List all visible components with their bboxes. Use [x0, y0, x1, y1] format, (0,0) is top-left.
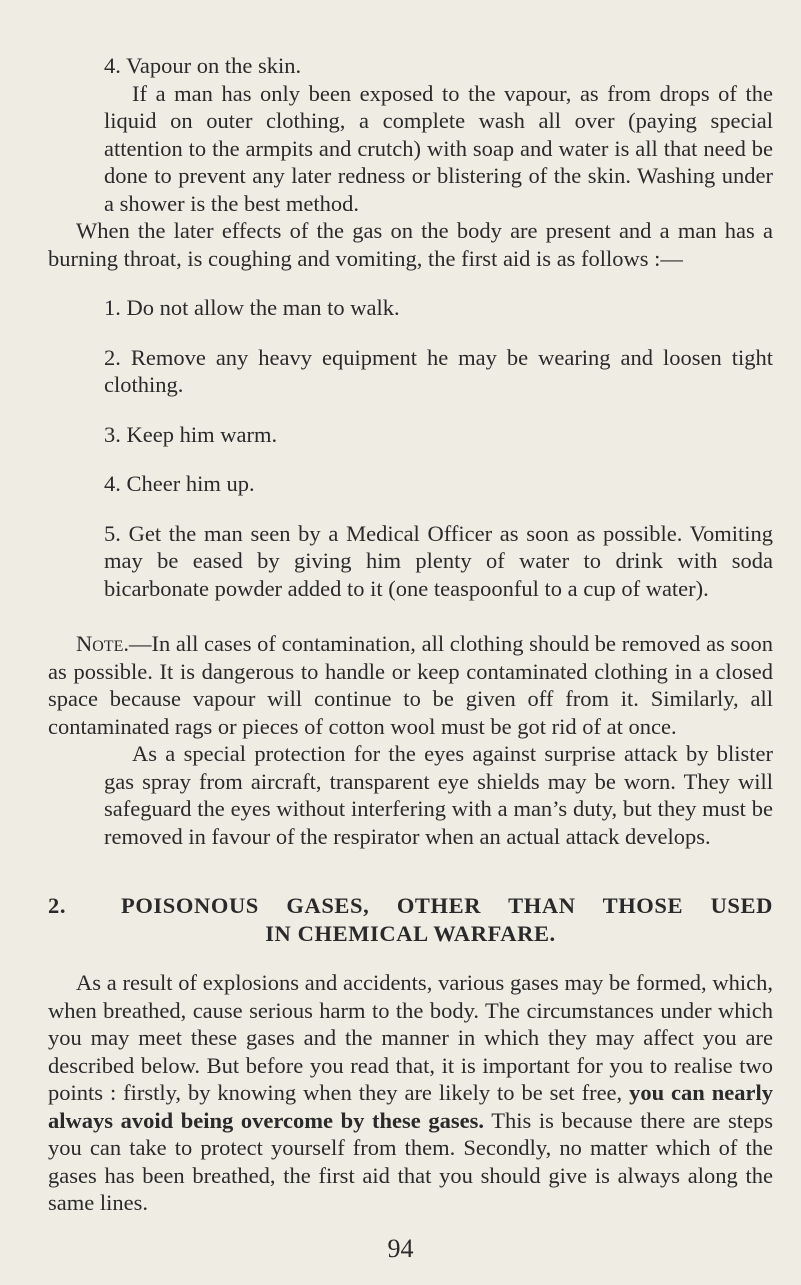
eye-shields-paragraph: As a special protection for the eyes against surprise attack by blister gas spray from aircraft, transparent eye shields may be worn. They will safeguard the eyes without interfering with a man’s duty, but they must be removed in favour of the respirator when an actual attack develops.: [104, 741, 773, 849]
section-body-end: This is because there are steps you can take to protect yourself from them. Secondly, no matter which of the gases has been breathed, the first aid that you should give is always along the same lines.: [48, 1107, 773, 1215]
step-item: 5. Get the man seen by a Medical Officer as soon as possible. Vomiting may be eased by giving him plenty of water to drink with soda bicarbonate powder added to it (one teaspoonful to a cup of water).: [104, 520, 773, 601]
section-body-bold: you can nearly always avoid being overcome by these gases.: [48, 1080, 773, 1133]
vapour-skin-paragraph: If a man has only been exposed to the vapour, as from drops of the liquid on outer clothing, a complete wash all over (paying special attention to the armpits and crutch) with soap and water is all that need be done to prevent any later redness or blistering of the skin. Washing under a shower is the best method.: [104, 80, 773, 216]
section-body-start: As a result of explosions and accidents, various gases may be formed, which, when breathed, cause serious harm to the body. The circumstances under which you may meet these gases and the manner in which they may affect you are described below. But before you read that, it is important for you to realise two points : firstly, by knowing when they are likely to be set free,: [48, 970, 773, 1105]
later-effects-intro: When the later effects of the gas on the body are present and a man has a burning throat, is coughing and vomiting, the first aid is as follows :—: [48, 218, 773, 271]
section-heading-line-1: [48, 892, 773, 920]
step-item: 1. Do not allow the man to walk.: [104, 295, 400, 320]
note-text: —In all cases of contamination, all clothing should be removed as soon as possible. It is dangerous to handle or keep contaminated clothing in a closed space because vapour will continue to be given off from it. Similarly, all contaminated rags or pieces of cotton wool must be got rid of at once.: [48, 631, 773, 739]
note-label: Note.: [76, 631, 129, 656]
section-title-line-2: IN CHEMICAL WARFARE.: [265, 920, 556, 946]
first-aid-steps: [48, 294, 773, 602]
section-number: 2.: [48, 893, 67, 918]
note-paragraph: [48, 630, 773, 740]
page-number: 94: [387, 1234, 414, 1263]
section-heading: [48, 892, 773, 947]
subsection-heading: 4. Vapour on the skin.: [104, 53, 302, 78]
step-item: 3. Keep him warm.: [104, 421, 278, 447]
step-item: 2. Remove any heavy equipment he may be wearing and loosen tight clothing.: [104, 344, 773, 397]
step-item: 4. Cheer him up.: [104, 471, 255, 496]
section-title-line-1: POISONOUS GASES, OTHER THAN THOSE USED: [120, 893, 773, 918]
section-body: [48, 969, 773, 1217]
